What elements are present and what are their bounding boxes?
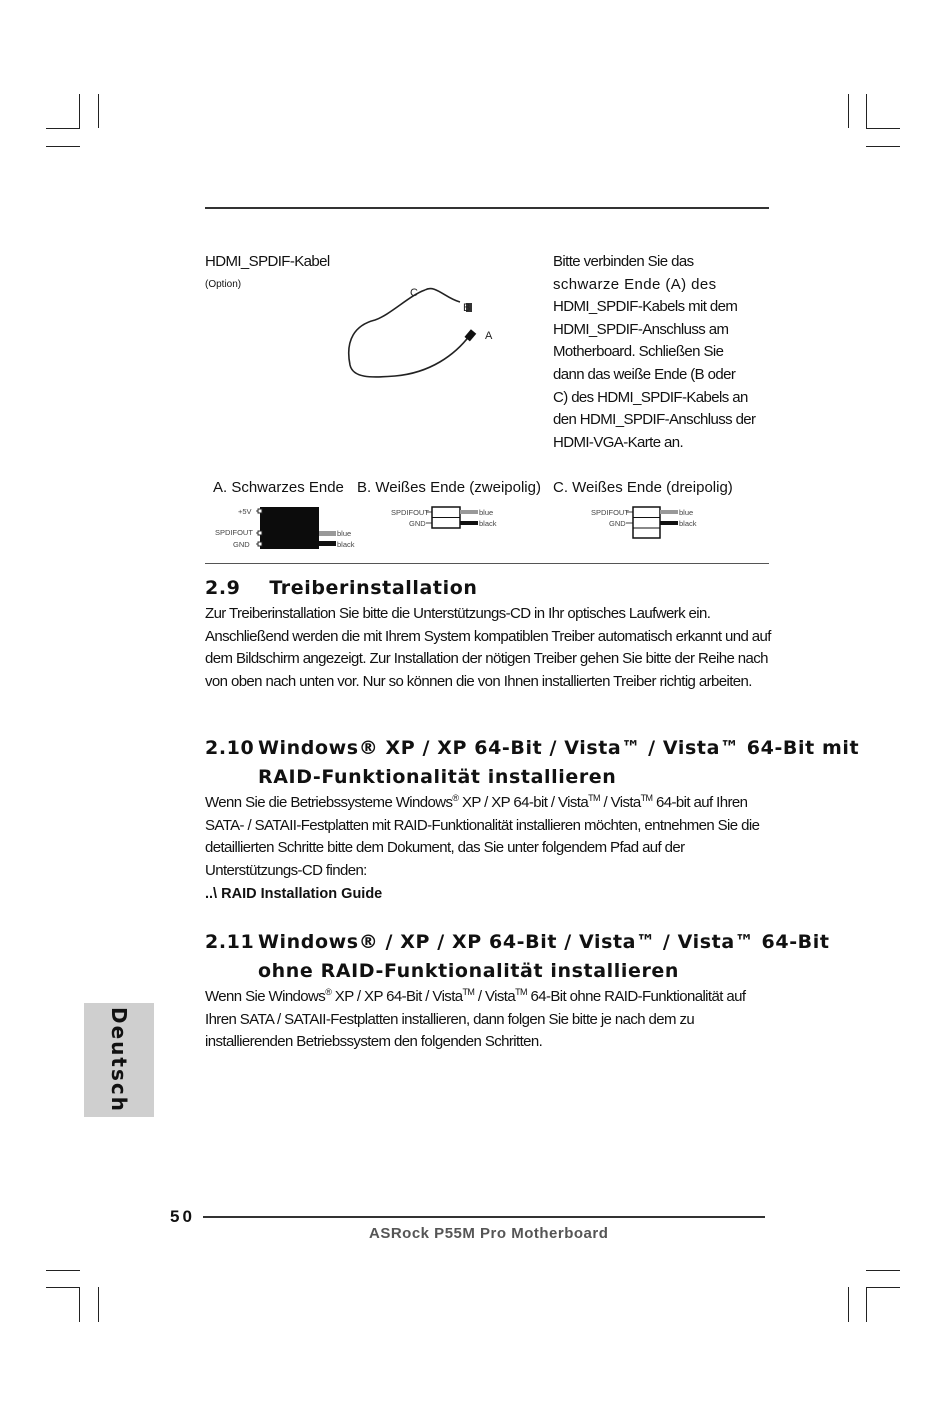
- body-text: 64-Bit ohne RAID-Funktionalität auf Ihren SATA / SATAII-Festplatten installieren, dann folgen Sie bitte je nach dem zu installierenden Betriebssystem den folgenden Schritten.: [205, 988, 746, 1051]
- trademark-mark: TM: [588, 793, 600, 803]
- crop-mark: [866, 1270, 900, 1271]
- hdmi-option-label: (Option): [205, 279, 242, 290]
- cable-wire: [349, 290, 470, 377]
- connector-diagram-a: [210, 504, 370, 554]
- section-2-9-body: Zur Treiberinstallation Sie bitte die Unterstützungs-CD in Ihr optisches Laufwerk ein. Anschließend werden die mit Ihrem System kompatiblen Treiber automatisch erkannt und auf dem Bildschirm angezeigt. Zur Installation der nötigen Treiber gehen Sie bitte der Reihe nach von oben nach unten vor. Nur so können die von Ihnen installierten Treiber richtig arbeiten.: [205, 605, 771, 690]
- registered-mark: ®: [325, 987, 332, 997]
- pin-label-gnd: GND: [233, 540, 250, 549]
- footer-model: ASRock P55M Pro Motherboard: [369, 1225, 609, 1242]
- hdmi-desc-line: Motherboard. Schließen Sie: [553, 343, 724, 361]
- section-2-10-body: [205, 792, 775, 882]
- heading-2-11-line1: Windows® / XP / XP 64-Bit / Vista™ / Vista™ 64-Bit: [258, 931, 830, 953]
- heading-2-10-line1: Windows® XP / XP 64-Bit / Vista™ / Vista™ 64-Bit mit: [258, 737, 860, 759]
- crop-mark: [866, 1287, 867, 1322]
- wire-label-blue: blue: [337, 529, 352, 538]
- hdmi-desc-line: HDMI_SPDIF-Kabels mit dem: [553, 298, 738, 316]
- language-side-tab: [84, 1003, 154, 1117]
- body-text: / Vista: [474, 988, 516, 1005]
- wire-black: [319, 541, 336, 546]
- path-prefix: ..\: [205, 886, 222, 902]
- connector-c-body: [633, 507, 660, 538]
- wire-label-blue: blue: [679, 508, 694, 517]
- crop-mark: [866, 94, 867, 128]
- hdmi-desc-line: den HDMI_SPDIF-Anschluss der: [553, 411, 756, 429]
- hdmi-desc-line: dann das weiße Ende (B oder: [553, 365, 736, 383]
- body-text: 64-bit auf Ihren SATA- / SATAII-Festplatten mit RAID-Funktionalität installieren möchten, entnehmen Sie die detaillierten Schritte bitte dem Dokument, das Sie unter folgendem Pfad auf der Unterstützungs-CD finden:: [205, 794, 760, 879]
- language-tab-label: Deutsch: [107, 1007, 131, 1113]
- caption-b: B. Weißes Ende (zweipolig): [357, 479, 541, 496]
- hdmi-desc-line: Bitte verbinden Sie das: [553, 253, 694, 270]
- section-rule: [205, 563, 769, 564]
- pin: [258, 542, 262, 546]
- wire-label-black: black: [679, 519, 697, 528]
- wire-blue: [460, 510, 478, 514]
- body-text: Wenn Sie Windows: [205, 988, 326, 1005]
- pin-label-5v: +5V: [238, 507, 252, 516]
- pin-label-spdifout: SPDIFOUT: [215, 528, 253, 537]
- trademark-mark: TM: [462, 987, 475, 997]
- wire-label-black: black: [479, 519, 497, 528]
- crop-mark: [46, 1270, 80, 1271]
- hdmi-description: [553, 251, 773, 454]
- heading-2-11-line2: ohne RAID-Funktionalität installieren: [258, 960, 680, 982]
- registered-mark: ®: [452, 793, 459, 803]
- pin-label-spdifout: SPDIFOUT: [391, 508, 429, 517]
- wire-black: [660, 521, 678, 525]
- body-text: XP / XP 64-bit / Vista: [458, 794, 589, 811]
- pin-label-spdifout: SPDIFOUT: [591, 508, 629, 517]
- crop-mark: [98, 94, 99, 128]
- heading-2-10-number: 2.10: [205, 737, 255, 759]
- heading-2-11-number: 2.11: [205, 931, 255, 953]
- pin: [258, 509, 262, 513]
- cable-label-a: A: [485, 330, 493, 342]
- page-number: 50: [170, 1207, 195, 1226]
- pin-label-gnd: GND: [409, 519, 426, 528]
- trademark-mark: TM: [515, 987, 527, 997]
- section-2-11-body: [205, 986, 775, 1054]
- wire-blue: [319, 531, 336, 536]
- wire-label-black: black: [337, 540, 355, 549]
- crop-mark: [98, 1287, 99, 1322]
- connector-a-body: [260, 507, 319, 549]
- wire-black: [460, 521, 478, 525]
- cable-label-b: B: [463, 302, 471, 314]
- crop-mark: [79, 94, 80, 128]
- crop-mark: [866, 128, 900, 129]
- connector-diagram-c: [588, 505, 718, 541]
- footer-rule: [203, 1216, 765, 1218]
- crop-mark: [79, 1287, 80, 1322]
- crop-mark: [46, 146, 80, 147]
- top-rule: [205, 207, 769, 209]
- crop-mark: [866, 146, 900, 147]
- cable-label-c: C: [410, 287, 418, 299]
- pin-label-gnd: GND: [609, 519, 626, 528]
- crop-mark: [46, 128, 80, 129]
- hdmi-desc-line: schwarze Ende (A) des: [553, 275, 717, 293]
- hdmi-desc-line: C) des HDMI_SPDIF-Kabels an: [553, 388, 748, 406]
- caption-a: A. Schwarzes Ende: [213, 479, 344, 496]
- heading-2-9: 2.9 Treiberinstallation: [205, 577, 478, 599]
- connector-diagram-b: [388, 505, 518, 535]
- body-text: XP / XP 64-Bit / Vista: [331, 988, 463, 1005]
- raid-guide-path: [205, 883, 382, 906]
- heading-2-10-line2: RAID-Funktionalität installieren: [258, 766, 617, 788]
- pin: [258, 531, 262, 535]
- crop-mark: [46, 1287, 80, 1288]
- hdmi-desc-line: HDMI_SPDIF-Anschluss am: [553, 320, 729, 338]
- caption-c: C. Weißes Ende (dreipolig): [553, 479, 733, 496]
- wire-label-blue: blue: [479, 508, 494, 517]
- body-text: / Vista: [599, 794, 641, 811]
- crop-mark: [848, 94, 849, 128]
- hdmi-desc-line: HDMI-VGA-Karte an.: [553, 433, 684, 451]
- hdmi-cable-title: HDMI_SPDIF-Kabel: [205, 253, 330, 270]
- wire-blue: [660, 510, 678, 514]
- crop-mark: [866, 1287, 900, 1288]
- body-text: Wenn Sie die Betriebssysteme Windows: [205, 794, 453, 811]
- cable-branch: [425, 289, 460, 302]
- hdmi-cable-illustration: [330, 270, 530, 420]
- crop-mark: [848, 1287, 849, 1322]
- path-name: RAID Installation Guide: [221, 886, 383, 902]
- trademark-mark: TM: [640, 793, 653, 803]
